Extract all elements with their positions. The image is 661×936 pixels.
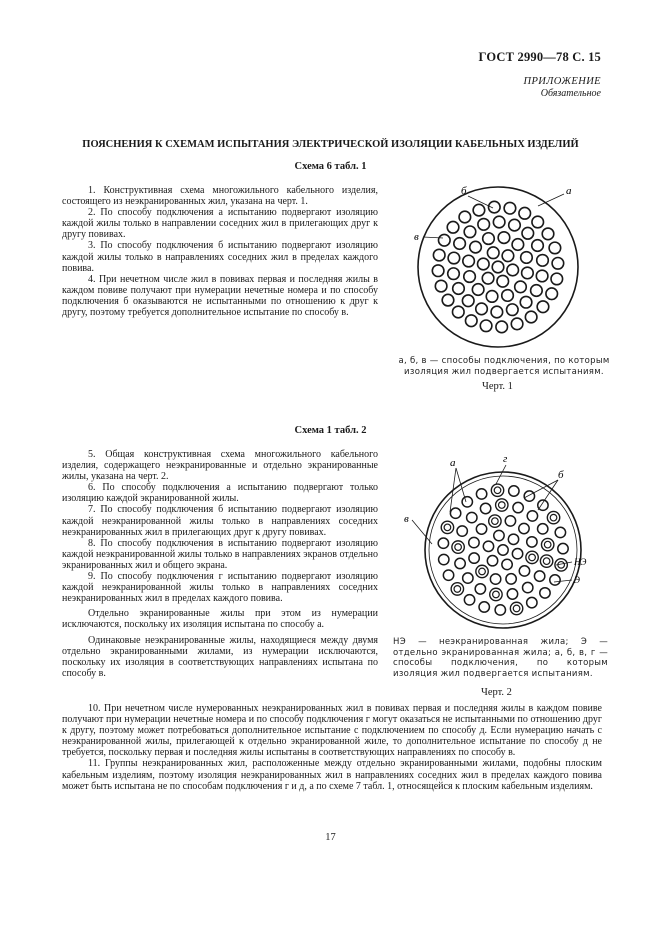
screened-wire-core xyxy=(550,514,557,521)
unscreened-wire xyxy=(505,516,515,526)
wire-circle xyxy=(476,303,488,315)
figure-2-caption: НЭ — неэкранированная жила; Э — отдельно экранированная жила; а, б, в, г — способы подключения, по которым изоляция жил подвергается испытаниям. xyxy=(393,637,608,679)
wire-circle xyxy=(552,257,564,269)
paragraph-6: 6. По способу подключения а испытанию подвергают только изоляцию каждой экранированной жилы. xyxy=(62,482,378,505)
unscreened-wire xyxy=(527,537,537,547)
screened-wire-core xyxy=(494,487,501,494)
wire-circle xyxy=(483,233,495,245)
screened-wire-core xyxy=(455,544,462,551)
wire-circle xyxy=(536,270,548,282)
figure-1-diagram xyxy=(398,180,618,355)
label-v: в xyxy=(414,231,419,243)
unscreened-wire xyxy=(507,589,517,599)
paragraph-1: 1. Конструктивная схема многожильного кабельного изделия, состоящего из неэкранированных жил, указана на черт. 1. xyxy=(62,185,378,208)
wire-circle xyxy=(542,228,554,240)
wire-circle xyxy=(532,216,544,228)
unscreened-wire xyxy=(457,526,467,536)
wire-circle xyxy=(435,280,447,292)
unscreened-wire xyxy=(509,486,519,496)
wire-circle xyxy=(459,211,471,223)
wire-circle xyxy=(478,219,490,231)
wire-circle xyxy=(520,296,532,308)
wire-circle xyxy=(491,306,503,318)
label-b: б xyxy=(558,469,564,481)
unscreened-wire xyxy=(450,508,460,518)
label-g: г xyxy=(503,453,508,465)
wire-circle xyxy=(470,241,482,253)
label-a: а xyxy=(566,185,572,197)
document-code: ГОСТ 2990—78 С. 15 xyxy=(478,50,601,64)
unscreened-wire xyxy=(476,524,486,534)
wire-circle xyxy=(537,255,549,267)
unscreened-wire xyxy=(550,575,560,585)
wire-circle xyxy=(464,226,476,238)
screened-wire-core xyxy=(513,605,520,612)
screened-wire-core xyxy=(454,586,461,593)
wire-circle xyxy=(432,265,444,277)
figure-1-label: Черт. 1 xyxy=(482,381,513,392)
unscreened-wire xyxy=(469,537,479,547)
unscreened-wire xyxy=(464,595,474,605)
wire-circle xyxy=(502,250,514,262)
paragraph-2: 2. По способу подключения а испытанию подвергают изоляцию каждой жилы только в направлении соседних жил в прилегающих друг к другу повивах. xyxy=(62,207,378,241)
wire-circle xyxy=(482,272,494,284)
wire-circle xyxy=(511,318,523,330)
paragraph-9-note-2: Одинаковые неэкранированные жилы, находящиеся между двумя отдельно экранированными жилами, из нумерации исключаются, поскольку их изоляция в соответствующих направлениях испытана по способу в. xyxy=(62,634,378,679)
unscreened-wire xyxy=(519,523,529,533)
unscreened-wire xyxy=(487,556,497,566)
unscreened-wire xyxy=(483,541,493,551)
scheme-6-title: Схема 6 табл. 1 xyxy=(294,161,367,172)
paragraph-5: 5. Общая конструктивная схема многожильного кабельного изделия, содержащего неэкранированные и отдельно экранированные жилы, указана на черт. 2. xyxy=(62,449,378,483)
paragraph-4: 4. При нечетном числе жил в повивах первая и последняя жилы в каждом повиве получают при нумерации нечетные номера и по способу подключения б оказываются не испытанными по отношению к друг к другу, поэтому требуется дополнительное испытание по способу в. xyxy=(62,273,378,319)
unscreened-wire xyxy=(476,489,486,499)
wire-circle xyxy=(462,295,474,307)
unscreened-wire xyxy=(512,549,522,559)
wire-circle xyxy=(448,268,460,280)
unscreened-wire xyxy=(490,574,500,584)
unscreened-wire xyxy=(463,573,473,583)
wire-circle xyxy=(504,202,516,214)
wire-circle xyxy=(463,255,475,267)
wire-circle xyxy=(525,311,537,323)
wire-circle xyxy=(453,283,465,295)
wire-circle xyxy=(465,315,477,327)
unscreened-wire xyxy=(519,566,529,576)
paragraph-9-note: Отдельно экранированные жилы при этом из нумерации исключаются, поскольку их изоляция испытана по способу а. xyxy=(62,608,378,631)
wire-circle xyxy=(519,207,531,219)
screened-wire-core xyxy=(498,502,505,509)
wire-circle xyxy=(493,216,505,228)
page-number: 17 xyxy=(325,832,336,843)
wire-circle xyxy=(487,247,499,259)
wire-circle xyxy=(502,290,514,302)
unscreened-wire xyxy=(523,582,533,592)
appendix-label xyxy=(524,76,602,100)
figure-1-caption: а, б, в — способы подключения, по которым изоляция жил подвергается испытаниям. xyxy=(398,356,610,377)
wire-circle xyxy=(546,288,558,300)
wire-circle xyxy=(448,252,460,264)
full-width-text xyxy=(62,703,602,792)
wire-circle xyxy=(452,306,464,318)
unscreened-wire xyxy=(443,570,453,580)
paragraph-8: 8. По способу подключения в испытанию подвергают изоляцию каждой неэкранированной жилы только в направлениях экранов отдельно экранированных жил и общего экрана. xyxy=(62,537,378,571)
figure-2-diagram xyxy=(398,450,618,635)
unscreened-wire xyxy=(455,558,465,568)
scheme-1-text xyxy=(62,449,378,679)
unscreened-wire xyxy=(498,545,508,555)
wire-circle xyxy=(473,204,485,216)
wire-circle xyxy=(509,219,521,231)
wire-circle xyxy=(532,240,544,252)
unscreened-wire xyxy=(494,530,504,540)
unscreened-wire xyxy=(479,602,489,612)
unscreened-wire xyxy=(538,500,548,510)
unscreened-wire xyxy=(467,512,477,522)
label-ne: НЭ xyxy=(574,557,587,567)
screened-wire-core xyxy=(479,568,486,575)
cable-cross-section xyxy=(425,472,581,628)
wire-circle xyxy=(496,321,508,333)
unscreened-wire xyxy=(475,584,485,594)
wire-circle xyxy=(522,267,534,279)
wire-circle xyxy=(464,271,476,283)
unscreened-wire xyxy=(558,543,568,553)
wire-circle xyxy=(551,273,563,285)
wire-circle xyxy=(477,258,489,270)
screened-wire-core xyxy=(444,524,451,531)
wire-circle xyxy=(447,221,459,233)
unscreened-wire xyxy=(438,538,448,548)
unscreened-wire xyxy=(495,605,505,615)
wire-circle xyxy=(515,281,527,293)
wire-circle xyxy=(492,261,504,273)
wire-circle xyxy=(472,284,484,296)
appendix-status: Обязательное xyxy=(540,88,601,99)
paragraph-3: 3. По способу подключения б испытанию подвергают изоляцию каждой жилы только в направлениях соседних жил в пределах каждого повива. xyxy=(62,240,378,274)
cable-cross-section xyxy=(418,187,578,347)
unscreened-wire xyxy=(527,597,537,607)
wire-circle xyxy=(438,234,450,246)
figure-2-label: Черт. 2 xyxy=(481,687,512,698)
wire-circle xyxy=(486,291,498,303)
paragraph-9: 9. По способу подключения г испытанию подвергают изоляцию каждой неэкранированной жилы только в направлениях соседних неэкранированных жил в пределах каждого повива. xyxy=(62,571,378,605)
unscreened-wire xyxy=(502,559,512,569)
wire-circle xyxy=(454,238,466,250)
scheme-6-text xyxy=(62,185,378,318)
wire-circle xyxy=(498,232,510,244)
unscreened-wire xyxy=(506,574,516,584)
wire-circle xyxy=(512,239,524,251)
wire-circle xyxy=(522,227,534,239)
wire-circle xyxy=(549,242,561,254)
wire-circle xyxy=(507,304,519,316)
label-v: в xyxy=(404,513,409,525)
appendix-title: ПРИЛОЖЕНИЕ xyxy=(523,76,601,87)
unscreened-wire xyxy=(480,503,490,513)
unscreened-wire xyxy=(534,571,544,581)
wire-circle xyxy=(531,285,543,297)
paragraph-11: 11. Группы неэкранированных жил, расположенные между отдельно экранированными жилами, подобны плоским кабельным изделиям, поэтому изоляция неэкранированных жил в направлениях соседних жил в пределах каждого повива может быть испытана не по способам подключения г и д, а по схеме 7 табл. 1, относящейся к плоским кабельным изделиям. xyxy=(62,758,602,792)
unscreened-wire xyxy=(439,554,449,564)
screened-wire-core xyxy=(492,518,499,525)
label-b: б xyxy=(461,185,467,197)
wire-circle xyxy=(521,252,533,264)
scheme-1-title: Схема 1 табл. 2 xyxy=(294,425,367,436)
wire-circle xyxy=(433,249,445,261)
unscreened-wire xyxy=(540,588,550,598)
unscreened-wire xyxy=(524,491,534,501)
unscreened-wire xyxy=(462,497,472,507)
page-title: ПОЯСНЕНИЯ К СХЕМАМ ИСПЫТАНИЯ ЭЛЕКТРИЧЕСКОЙ ИЗОЛЯЦИИ КАБЕЛЬНЫХ ИЗДЕЛИЙ xyxy=(82,139,579,150)
unscreened-wire xyxy=(538,524,548,534)
unscreened-wire xyxy=(527,511,537,521)
wire-circle xyxy=(442,294,454,306)
label-e: Э xyxy=(574,575,580,585)
paragraph-7: 7. По способу подключения б испытанию подвергают изоляцию каждой неэкранированной жилы только в направлениях соседних неэкранированных жил в прилегающих друг к другу повивах. xyxy=(62,504,378,538)
screened-wire-core xyxy=(543,558,550,565)
wire-circle xyxy=(507,264,519,276)
wire-circle xyxy=(497,275,509,287)
unscreened-wire xyxy=(513,502,523,512)
unscreened-wire xyxy=(555,527,565,537)
screened-wire-core xyxy=(544,541,551,548)
screened-wire-core xyxy=(529,554,536,561)
screened-wire-core xyxy=(493,591,500,598)
unscreened-wire xyxy=(469,553,479,563)
unscreened-wire xyxy=(508,534,518,544)
wire-circle xyxy=(537,301,549,313)
label-a: а xyxy=(450,457,456,469)
paragraph-10: 10. При нечетном числе нумерованных неэкранированных жил в повивах первая и последняя жилы в каждом повиве получают при нумерации нечетные номера и по способу подключения г могут оказаться не испытанными по отношению друг к другу, поэтому может потребоваться дополнительное испытание с подключением по способу д. Если нумерацию начать с неэкранированной жилы, прилегающей к отдельно экранированной жиле, то дополнительное испытание по способу д не требуется, поскольку первая и последняя жилы испытаны в соответствующих направлениях по способу в. xyxy=(62,703,602,759)
wire-circle xyxy=(480,320,492,332)
